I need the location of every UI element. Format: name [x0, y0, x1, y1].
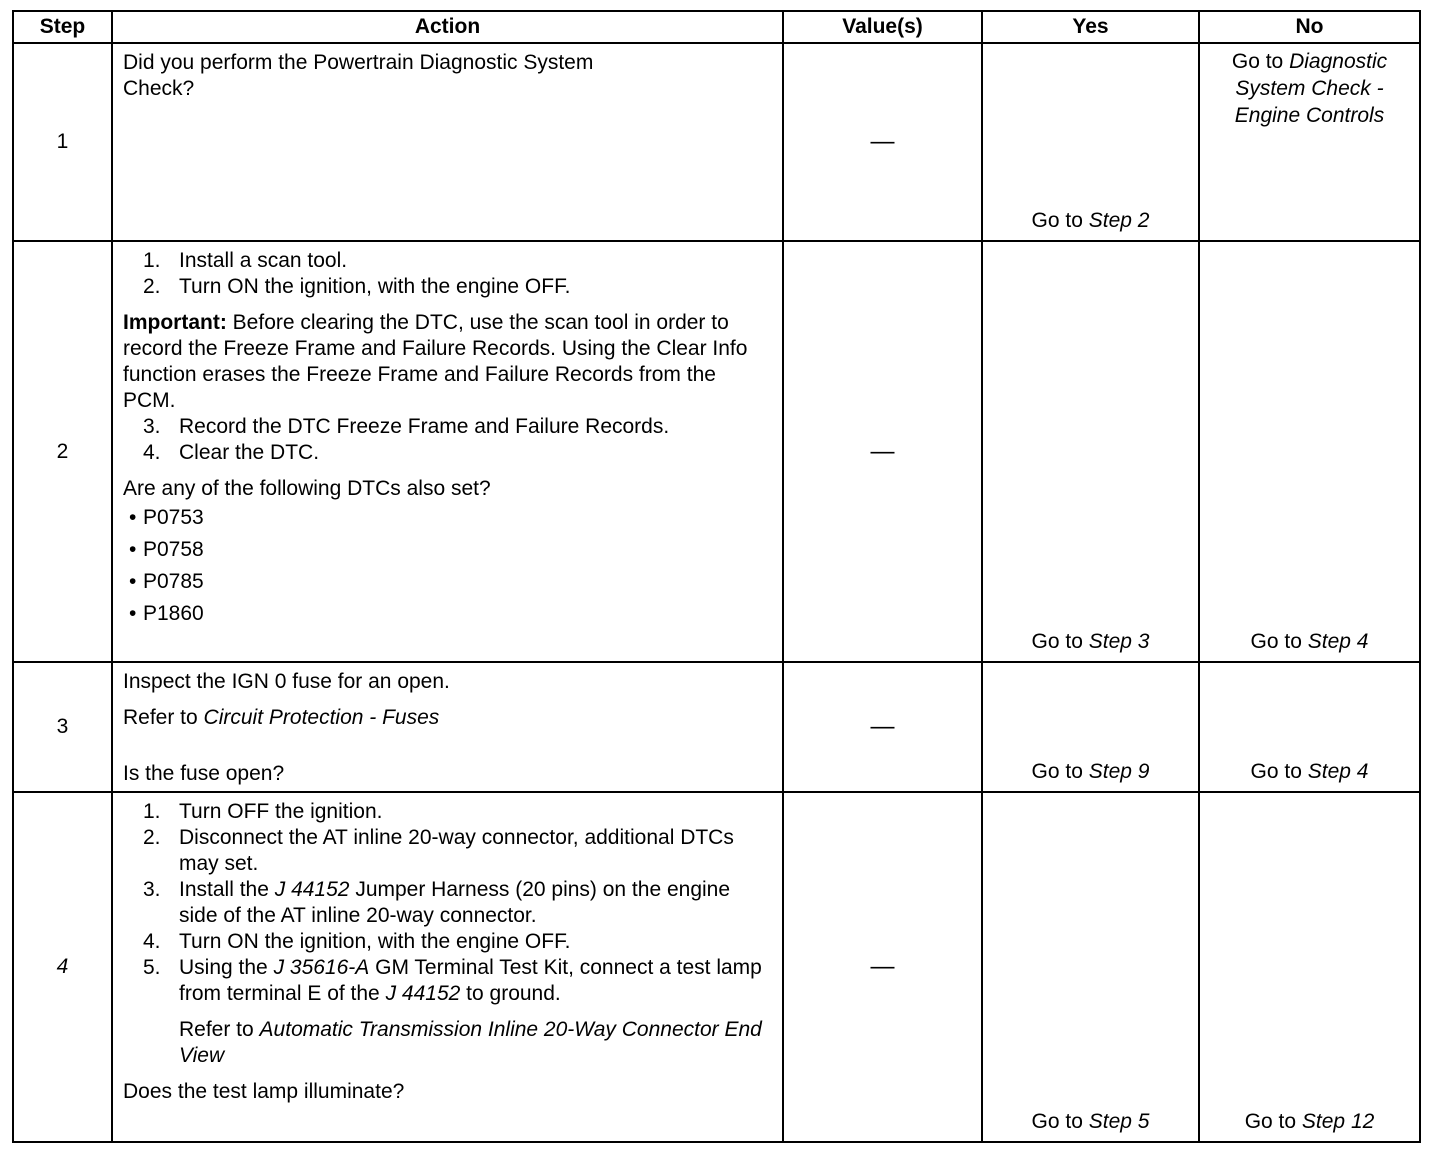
yes-cell — [982, 662, 1199, 792]
table-row — [13, 241, 1420, 662]
yes-goto[interactable]: Go to Step 5 — [1031, 1110, 1150, 1133]
important-note: Important: Before clearing the DTC, use the scan tool in order to record the Freeze Frame and Failure Records. Using the Clear Info function erases the Freeze Frame and Failure Records from the PCM. — [123, 311, 748, 412]
action-cell — [112, 43, 783, 241]
no-cell — [1199, 792, 1420, 1142]
yes-goto[interactable]: Go to Step 9 — [1031, 760, 1150, 783]
header-no: No — [1199, 11, 1420, 43]
action-cell — [112, 241, 783, 662]
action-cell — [112, 792, 783, 1142]
list-item: 1. Install a scan tool. — [143, 249, 348, 272]
header-action: Action — [112, 11, 783, 43]
value-cell: — — [783, 43, 982, 241]
table-row — [13, 662, 1420, 792]
list-item: 2. Disconnect the AT inline 20-way connector, additional DTCs may set. — [143, 826, 734, 875]
list-item: 4. Clear the DTC. — [143, 441, 320, 464]
refer-line: Refer to Circuit Protection - Fuses — [123, 706, 440, 729]
diagnostic-table — [12, 10, 1421, 1143]
no-cell — [1199, 241, 1420, 662]
list-item: 3. Install the J 44152 Jumper Harness (20 pins) on the engine side of the AT inline 20-way connector. — [143, 878, 731, 927]
refer-link[interactable]: Circuit Protection - Fuses — [203, 706, 440, 729]
action-text: Inspect the IGN 0 fuse for an open. — [123, 670, 450, 693]
yes-goto[interactable]: Go to Step 3 — [1031, 630, 1150, 653]
tool-ref: J 44152 — [274, 878, 350, 901]
no-goto[interactable]: Go to Step 4 — [1250, 760, 1369, 783]
step-list — [123, 414, 774, 466]
step-list — [123, 799, 774, 1007]
value-cell: — — [783, 662, 982, 792]
action-cell — [112, 662, 783, 792]
action-question: Is the fuse open? — [123, 762, 285, 785]
list-item: • P0753 — [129, 506, 204, 529]
yes-cell — [982, 43, 1199, 241]
list-item: 3. Record the DTC Freeze Frame and Failure Records. — [143, 415, 670, 438]
step-number: 1 — [13, 43, 112, 241]
tool-ref: J 44152 — [385, 982, 461, 1005]
list-item: 5. Using the J 35616-A GM Terminal Test Kit, connect a test lamp from terminal E of the J 44152 to ground. — [143, 956, 762, 1005]
table-row — [13, 43, 1420, 241]
refer-line: Refer to Automatic Transmission Inline 20-Way Connector End View — [179, 1018, 762, 1067]
step-number: 4 — [13, 792, 112, 1142]
no-goto[interactable]: Go to Diagnostic System Check - Engine Controls — [1231, 50, 1388, 127]
diagnostic-table-sheet — [12, 10, 1419, 1141]
yes-cell — [982, 792, 1199, 1142]
list-item: • P1860 — [129, 602, 204, 625]
no-cell — [1199, 662, 1420, 792]
list-item: • P0785 — [129, 570, 204, 593]
dtc-list — [123, 502, 774, 630]
table-header-row — [13, 11, 1420, 43]
no-goto[interactable]: Go to Step 12 — [1244, 1110, 1375, 1133]
list-item: 1. Turn OFF the ignition. — [143, 800, 383, 823]
refer-link[interactable]: Automatic Transmission Inline 20-Way Connector End View — [179, 1018, 762, 1067]
yes-cell — [982, 241, 1199, 662]
list-item: 4. Turn ON the ignition, with the engine OFF. — [143, 930, 571, 953]
list-item: 2. Turn ON the ignition, with the engine OFF. — [143, 275, 571, 298]
value-cell: — — [783, 792, 982, 1142]
header-yes: Yes — [982, 11, 1199, 43]
step-number: 2 — [13, 241, 112, 662]
no-goto[interactable]: Go to Step 4 — [1250, 630, 1369, 653]
action-question: Are any of the following DTCs also set? — [123, 477, 491, 500]
header-values: Value(s) — [783, 11, 982, 43]
list-item: • P0758 — [129, 538, 204, 561]
value-cell: — — [783, 241, 982, 662]
tool-ref: J 35616-A — [273, 956, 370, 979]
table-row — [13, 792, 1420, 1142]
header-step: Step — [13, 11, 112, 43]
no-cell — [1199, 43, 1420, 241]
yes-goto[interactable]: Go to Step 2 — [1031, 209, 1150, 232]
action-question: Does the test lamp illuminate? — [123, 1080, 405, 1103]
step-list — [123, 248, 774, 300]
action-text: Did you perform the Powertrain Diagnostic System Check? — [123, 51, 594, 100]
step-number: 3 — [13, 662, 112, 792]
